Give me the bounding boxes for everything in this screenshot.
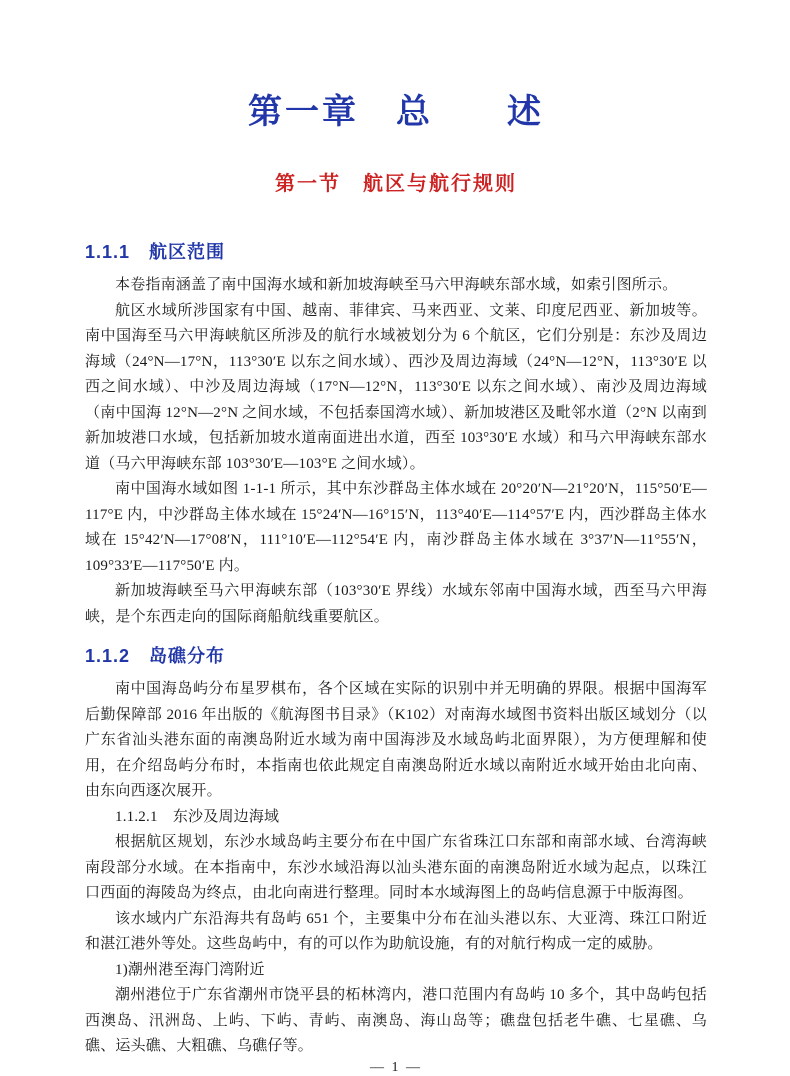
paragraph-dongsha-area: 根据航区规划，东沙水域岛屿主要分布在中国广东省珠江口东部和南部水域、台湾海峡南段部分水域。在本指南中，东沙水域沿海以汕头港东面的南澳岛附近水域为起点，以珠江口西面的海陵岛为终点，由北向南进行整理。同时本水域海图上的岛屿信息源于中版海图。 [85, 834, 707, 901]
subheading-1-1-2-1: 1.1.2.1 东沙及周边海域 [115, 808, 280, 825]
paragraph-chaozhou-port: 潮州港位于广东省潮州市饶平县的柘林湾内，港口范围内有岛屿 10 多个，其中岛屿包括西澳岛、汛洲岛、上屿、下屿、青屿、南澳岛、海山岛等；礁盘包括老牛礁、七星礁、乌礁、运头礁、大粗礁、乌礁仔等。 [85, 987, 707, 1054]
section-title: 第一节 航区与航行规则 [275, 173, 517, 195]
heading-1-1-1: 1.1.1 航区范围 [85, 242, 226, 262]
paragraph-island-coordinates: 南中国海水域如图 1-1-1 所示，其中东沙群岛主体水域在 20°20′N—21°20′N，115°50′E—117°E 内，中沙群岛主体水域在 15°24′N—16°15′N，113°40′E—114°57′E 内，西沙群岛主体水域在 15°42′N—17°08′N，111°10′E—112°54′E 内，南沙群岛主体水域在 3°37′N—11°55′N，109°33′E—117°50′E 内。 [85, 481, 707, 574]
paragraph-island-distribution: 南中国海岛屿分布星罗棋布，各个区域在实际的识别中并无明确的界限。根据中国海军后勤保障部 2016 年出版的《航海图书目录》（K102）对南海水域图书资料出版区域划分（以广东省汕头港东面的南澳岛附近水域为南中国海涉及水域岛屿北面界限），为方便理解和使用，在介绍岛屿分布时，本指南也依此规定自南澳岛附近水域以南附近水域开始由北向南、由东向西逐次展开。 [85, 681, 707, 799]
paragraph-scope-overview: 本卷指南涵盖了南中国海水域和新加坡海峡至马六甲海峡东部水域，如索引图所示。 [115, 277, 678, 293]
paragraph-singapore-strait: 新加坡海峡至马六甲海峡东部（103°30′E 界线）水域东邻南中国海水域，西至马六甲海峡，是个东西走向的国际商船航线重要航区。 [85, 583, 707, 625]
list-item-chaozhou: 1)潮州港至海门湾附近 [115, 961, 265, 978]
heading-1-1-2: 1.1.2 岛礁分布 [85, 646, 226, 666]
paragraph-guangdong-islands: 该水域内广东沿海共有岛屿 651 个，主要集中分布在汕头港以东、大亚湾、珠江口附近和湛江港外等处。这些岛屿中，有的可以作为助航设施，有的对航行构成一定的威胁。 [85, 910, 707, 952]
page-number: — 1 — [370, 1059, 422, 1075]
chapter-title: 第一章 总 述 [248, 93, 544, 131]
paragraph-nav-zones: 航区水域所涉国家有中国、越南、菲律宾、马来西亚、文莱、印度尼西亚、新加坡等。南中国海至马六甲海峡航区所涉及的航行水域被划分为 6 个航区，它们分别是：东沙及周边海域（24°N—17°N，113°30′E 以东之间水域）、西沙及周边海域（24°N—12°N，113°30′E 以西之间水域）、中沙及周边海域（17°N—12°N，113°30′E 以东之间水域）、南沙及周边海域（南中国海 12°N—2°N 之间水域，不包括泰国湾水域）、新加坡港区及毗邻水道（2°N 以南到新加坡港口水域，包括新加坡水道南面进出水道，西至 103°30′E 水域）和马六甲海峡东部水道（马六甲海峡东部 103°30′E—103°E 之间水域）。 [85, 302, 707, 472]
